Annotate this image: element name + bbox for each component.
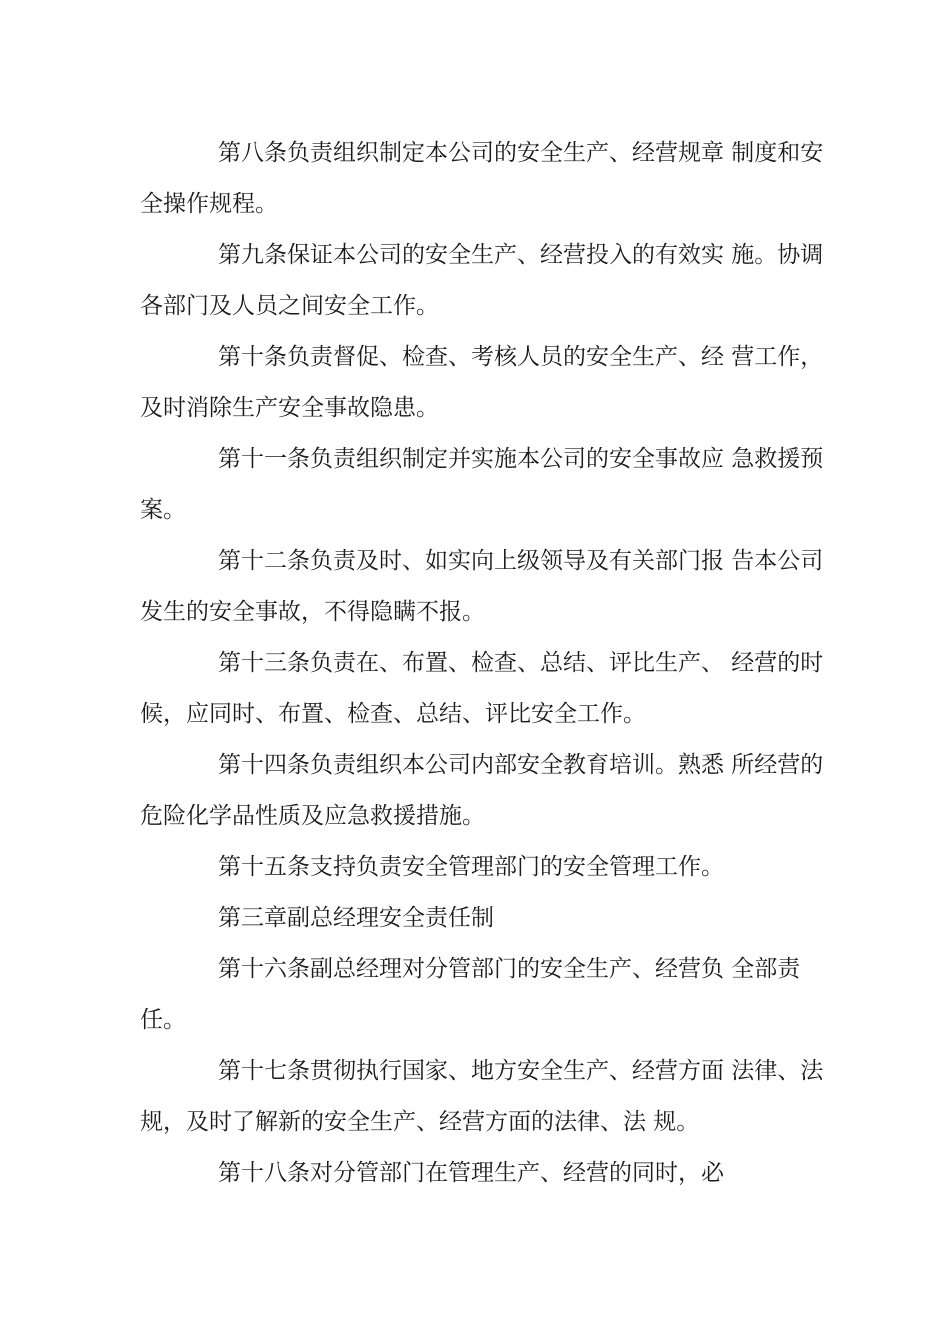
- article-16-paragraph: 第十六条副总经理对分管部门的安全生产、经营负 全部责任。: [140, 956, 801, 1033]
- chapter-3-heading: 第三章副总经理安全责任制: [218, 905, 494, 931]
- article-12-paragraph: 第十二条负责及时、如实向上级领导及有关部门报 告本公司发生的安全事故，不得隐瞒不报。: [140, 548, 824, 625]
- article-9-paragraph: 第九条保证本公司的安全生产、经营投入的有效实 施。协调各部门及人员之间安全工作。: [140, 242, 824, 319]
- article-15-paragraph: 第十五条支持负责安全管理部门的安全管理工作。: [218, 854, 724, 880]
- article-11-paragraph: 第十一条负责组织制定并实施本公司的安全事故应 急救援预案。: [140, 446, 824, 523]
- article-13-paragraph: 第十三条负责在、布置、检查、总结、评比生产、 经营的时候，应同时、布置、检查、总结、评比安全工作。: [140, 650, 824, 727]
- article-8-paragraph: 第八条负责组织制定本公司的安全生产、经营规章 制度和安全操作规程。: [140, 140, 824, 217]
- article-18-paragraph: 第十八条对分管部门在管理生产、经营的同时，必: [218, 1160, 724, 1186]
- article-10-paragraph: 第十条负责督促、检查、考核人员的安全生产、经 营工作，及时消除生产安全事故隐患。: [140, 344, 824, 421]
- document-body: [140, 128, 840, 1199]
- article-14-paragraph: 第十四条负责组织本公司内部安全教育培训。熟悉 所经营的危险化学品性质及应急救援措施。: [140, 752, 824, 829]
- article-17-paragraph: 第十七条贯彻执行国家、地方安全生产、经营方面 法律、法规，及时了解新的安全生产、经营方面的法律、法 规。: [140, 1058, 824, 1135]
